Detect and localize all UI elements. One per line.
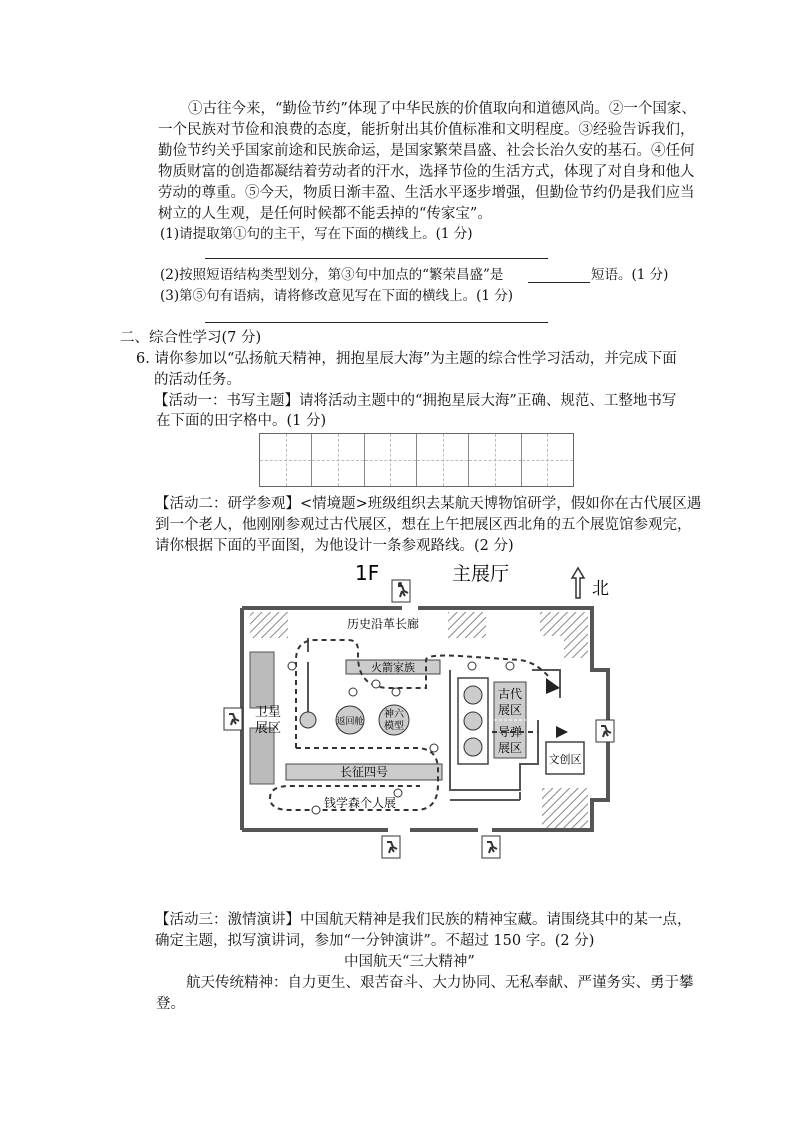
satellite-label-1: 卫星 <box>254 705 282 720</box>
activity-3-line-1: 【活动三：激情演讲】中国航天精神是我们民族的精神宝藏。请围绕其中的某一点， <box>155 912 692 928</box>
museum-floor-plan <box>220 560 620 865</box>
exit-icon <box>382 836 400 858</box>
north-arrow-icon <box>572 568 584 598</box>
hatched-block <box>540 612 588 658</box>
passage-line-6: 树立的人生观，是任何时候都不能丢掉的“传家宝”。 <box>158 206 492 222</box>
passage-line-2: 一个民族对节俭和浪费的态度，能折射出其价值标准和文明程度。③经验告诉我们， <box>158 122 695 138</box>
spirit-title: 中国航天“三大精神” <box>344 954 475 970</box>
ancient-label-1: 古代 <box>497 687 523 701</box>
passage-line-1: ①古往今来，“勤俭节约”体现了中华民族的价值取向和道德风尚。②一个国家、 <box>188 101 696 117</box>
passage-line-4: 物质财富的创造都凝结着劳动者的汗水，选择节俭的生活方式，体现了对自身和他人 <box>158 164 695 180</box>
exit-icon <box>596 720 614 742</box>
activity-1-line-1: 【活动一：书写主题】请将活动主题中的“拥抱星辰大海”正确、规范、工整地书写 <box>154 393 677 409</box>
answer-line-3[interactable] <box>205 322 548 323</box>
spirit-line-2: 登。 <box>156 996 185 1012</box>
question-2-part-1: (2)按照短语结构类型划分，第③句中加点的“繁荣昌盛”是 <box>160 267 504 283</box>
q6-line-2: 的活动任务。 <box>154 372 241 388</box>
activity-2-line-2: 到一个老人，他刚刚参观过古代展区，想在上午把展区西北角的五个展览馆参观完， <box>155 517 692 533</box>
missile-label-1: 导弹 <box>497 725 523 739</box>
activity-2-line-1: 【活动二：研学参观】<情境题>班级组织去某航天博物馆研学，假如你在古代展区遇 <box>155 496 702 512</box>
capsule-label: 返回舱 <box>336 717 364 727</box>
rocket-family-label: 火箭家族 <box>371 661 415 674</box>
exit-icon <box>392 580 410 602</box>
grid-cell[interactable] <box>522 434 573 486</box>
section-2-heading: 二、综合性学习(7 分) <box>120 330 262 346</box>
activity-1-line-2: 在下面的田字格中。(1 分) <box>156 413 327 429</box>
satellite-label-2: 展区 <box>254 721 282 736</box>
qian-exhibit-label: 钱学森个人展 <box>323 796 397 810</box>
exit-icon <box>482 836 500 858</box>
grid-cell[interactable] <box>365 434 417 486</box>
activity-2-line-3: 请你根据下面的平面图，为他设计一条参观路线。(2 分) <box>155 538 514 554</box>
route-arrow-icon <box>556 726 568 738</box>
grid-cell[interactable] <box>312 434 364 486</box>
hall-label: 主展厅 <box>452 563 510 585</box>
activity-3-line-2: 确定主题，拟写演讲词，参加“一分钟演讲”。不超过 150 字。(2 分) <box>155 933 595 949</box>
north-label: 北 <box>592 579 609 599</box>
shenliu-label-1: 神六 <box>384 709 404 720</box>
hatched-block <box>250 612 288 638</box>
question-1: (1)请提取第①句的主干，写在下面的横线上。(1 分) <box>160 226 473 242</box>
exit-icon <box>224 708 242 730</box>
question-3: (3)第⑤句有语病，请将修改意见写在下面的横线上。(1 分) <box>160 288 514 304</box>
spirit-line-1: 航天传统精神：自力更生、艰苦奋斗、大力协同、无私奉献、严谨务实、勇于攀 <box>186 975 694 991</box>
tianzi-grid[interactable] <box>259 433 574 487</box>
grid-cell[interactable] <box>469 434 521 486</box>
hatched-block <box>542 788 588 828</box>
floor-label: 1F <box>355 561 380 585</box>
answer-blank-2[interactable] <box>528 282 590 283</box>
q6-line-1: 6. 请你参加以“弘扬航天精神，拥抱星辰大海”为主题的综合性学习活动，并完成下面 <box>136 351 677 367</box>
passage-line-3: 勤俭节约关乎国家前途和民族命运，是国家繁荣昌盛、社会长治久安的基石。④任何 <box>158 143 695 159</box>
hatched-block <box>448 612 486 638</box>
creative-label: 文创区 <box>548 753 582 766</box>
answer-line-1[interactable] <box>205 258 548 259</box>
ancient-label-2: 展区 <box>497 703 523 717</box>
missile-label-2: 展区 <box>497 741 523 755</box>
history-corridor-label: 历史沿革长廊 <box>346 617 420 631</box>
passage-line-5: 劳动的尊重。⑤今天，物质日渐丰盈、生活水平逐步增强，但勤俭节约仍是我们应当 <box>158 185 695 201</box>
route-arrow-icon <box>546 678 560 694</box>
grid-cell[interactable] <box>260 434 312 486</box>
question-2-part-2: 短语。(1 分) <box>591 267 669 283</box>
shenliu-label-2: 模型 <box>384 721 404 732</box>
changzheng-label: 长征四号 <box>339 765 389 779</box>
grid-cell[interactable] <box>417 434 469 486</box>
